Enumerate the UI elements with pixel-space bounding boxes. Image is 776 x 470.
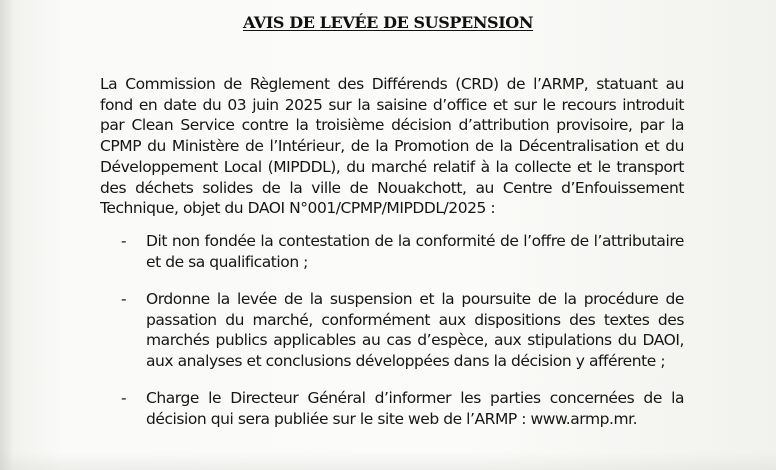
page-edge-shadow bbox=[0, 0, 14, 470]
page-bottom-shade bbox=[0, 452, 776, 470]
list-bullet: - bbox=[121, 290, 127, 308]
list-bullet: - bbox=[121, 389, 127, 407]
document-title: AVIS DE LEVÉE DE SUSPENSION bbox=[242, 13, 534, 32]
list-item-text: Ordonne la levée de la suspension et la poursuite de la procédure de passation du marché, conformément aux dispositions des textes des marchés publics applicables au cas d’espèce, aux stipulations du DAOI, aux analyses et conclusions développées dans la décision y afférente ; bbox=[146, 290, 684, 371]
list-item-text: Charge le Directeur Général d’informer les parties concernées de la décision qui sera publiée sur le site web de l’ARMP : www.armp.mr. bbox=[146, 389, 684, 428]
intro-paragraph: La Commission de Règlement des Différends (CRD) de l’ARMP, statuant au fond en date du 03 juin 2025 sur la saisine d’office et sur le recours introduit par Clean Service contre la troisième décision d’attribution provisoire, par la CPMP du Ministère de l’Intérieur, de la Promotion de la Décentralisation et du Développement Local (MIPDDL), du marché relatif à la collecte et le transport des déchets solides de la ville de Nouakchott, au Centre d’Enfouissement Technique, objet du DAOI N°001/CPMP/MIPDDL/2025 : bbox=[100, 75, 684, 218]
list-bullet: - bbox=[121, 232, 127, 250]
list-item-text: Dit non fondée la contestation de la conformité de l’offre de l’attributaire et de sa qualification ; bbox=[146, 232, 684, 271]
